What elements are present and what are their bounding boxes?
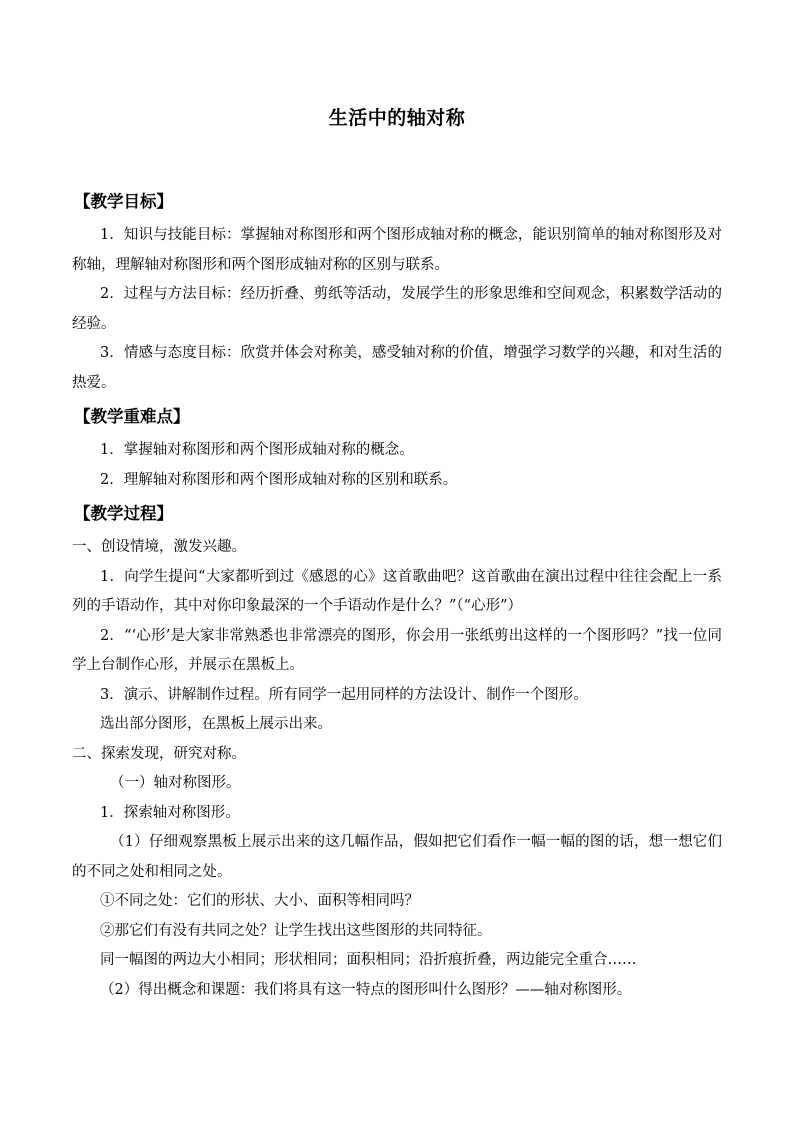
section-heading-goals: 【教学目标】 [74,192,173,211]
process-line: 2．“‘心形’是大家非常熟悉也非常漂亮的图形，你会用一张纸剪出这样的一个图形吗？”找一位同学上台制作心形，并展示在黑板上。 [72,627,722,673]
goal-item: 2．过程与方法目标：经历折叠、剪纸等活动，发展学生的形象思维和空间观念，积累数学活动的经验。 [72,286,722,332]
process-line: 选出部分图形，在黑板上展示出来。 [100,716,332,732]
process-line: （2）得出概念和课题：我们将具有这一特点的图形叫什么图形？——轴对称图形。 [100,981,632,998]
process-line: （1）仔细观察黑板上展示出来的这几幅作品，假如把它们看作一幅一幅的图的话，想一想它们的不同之处和相同之处。 [72,834,722,880]
process-line: 1．向学生提问“大家都听到过《感恩的心》这首歌曲吧？这首歌曲在演出过程中往往会配上一系列的手语动作，其中对你印象最深的一个手语动作是什么？”（“心形”） [72,568,722,614]
process-line: 二、探索发现，研究对称。 [72,745,246,762]
process-line: ②那它们有没有共同之处？让学生找出这些图形的共同特征。 [100,922,492,939]
key-point-item: 1．掌握轴对称图形和两个图形成轴对称的概念。 [100,442,414,458]
section-heading-key-points: 【教学重难点】 [74,407,190,426]
goal-item: 1．知识与技能目标：掌握轴对称图形和两个图形成轴对称的概念，能识别简单的轴对称图形及对称轴，理解轴对称图形和两个图形成轴对称的区别与联系。 [72,227,722,273]
process-line: ①不同之处：它们的形状、大小、面积等相同吗？ [100,893,419,909]
process-line: 同一幅图的两边大小相同；形状相同；面积相同；沿折痕折叠，两边能完全重合…… [100,952,637,968]
section-heading-process: 【教学过程】 [74,504,173,523]
key-point-item: 2．理解轴对称图形和两个图形成轴对称的区别和联系。 [100,471,458,488]
document-title: 生活中的轴对称 [328,107,466,129]
process-line: 一、创设情境，激发兴趣。 [72,539,246,555]
document-body [72,185,722,1005]
process-line: 3．演示、讲解制作过程。所有同学一起用同样的方法设计、制作一个图形。 [100,686,588,703]
process-line: （一）轴对称图形。 [110,775,241,791]
goal-item: 3．情感与态度目标：欣赏并体会对称美，感受轴对称的价值，增强学习数学的兴趣，和对生活的热爱。 [72,345,722,391]
process-line: 1．探索轴对称图形。 [100,804,240,821]
